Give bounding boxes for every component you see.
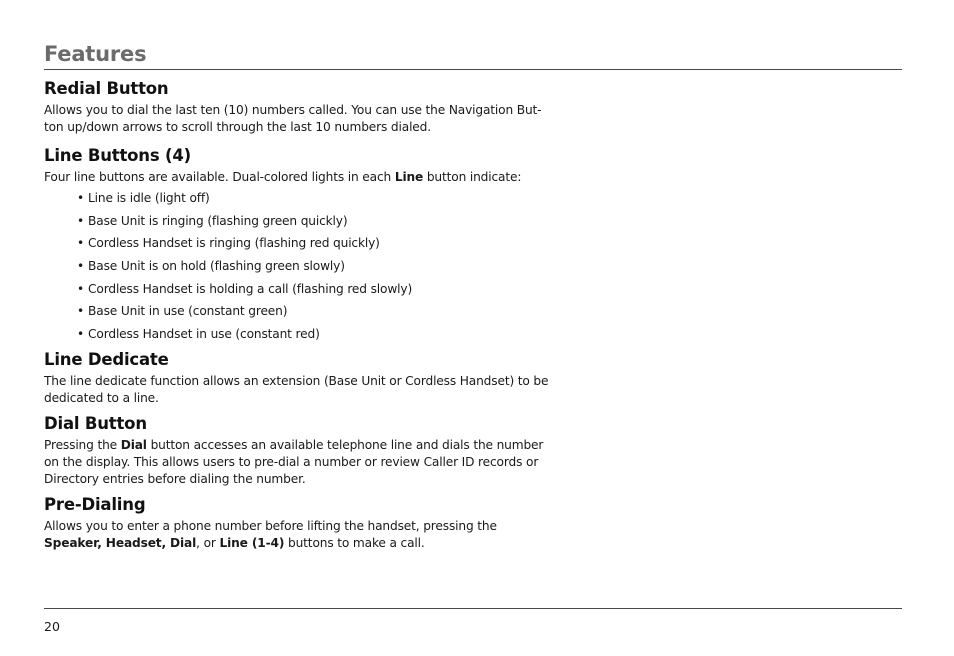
dial-heading: Dial Button [44,413,147,433]
pre-dialing-keys-1: Speaker, Headset, Dial [44,535,197,550]
line-dedicate-heading: Line Dedicate [44,349,169,369]
bullet-icon: • [77,191,85,205]
line-dedicate-line-2: dedicated to a line. [44,390,159,405]
pre-dialing-or: , or [196,535,220,550]
dial-line-2: on the display. This allows users to pre-dial a number or review Caller ID records or [44,454,539,469]
redial-line-1: Allows you to dial the last ten (10) numbers called. You can use the Navigation But- [44,103,542,117]
dial-section [44,413,554,488]
line-dedicate-line-1: The line dedicate function allows an extension (Base Unit or Cordless Handset) to be [44,373,549,388]
bullet-icon: • [77,281,85,296]
dial-paragraph [44,437,554,488]
list-item [77,213,554,230]
pre-dialing-section [44,494,554,552]
line-buttons-section [44,145,554,343]
redial-line-2: ton up/down arrows to scroll through the last 10 numbers dialed. [44,120,431,134]
pre-dialing-paragraph [44,518,554,552]
line-buttons-intro-text: Four line buttons are available. Dual-colored lights in each [44,170,395,184]
line-keyword: Line [394,170,424,184]
dial-line-1-start: Pressing the [44,437,121,452]
list-item-text: Base Unit is ringing (flashing green quickly) [88,213,348,228]
features-content [44,78,554,552]
pre-dialing-keys-2: Line (1-4) [219,535,285,550]
list-item [77,235,554,252]
list-item-text: Cordless Handset is ringing (flashing red quickly) [88,236,380,251]
pre-dialing-heading: Pre-Dialing [44,494,146,514]
line-buttons-heading: Line Buttons (4) [44,146,191,165]
redial-section [44,78,554,136]
list-item-text: Cordless Handset is holding a call (flashing red slowly) [88,281,413,296]
bullet-icon: • [77,327,85,342]
footer-divider [44,608,902,609]
page-title: Features [44,42,147,66]
line-buttons-intro [44,169,554,186]
bullet-icon: • [77,236,85,251]
bullet-icon: • [77,304,85,319]
redial-heading: Redial Button [44,79,169,98]
dial-keyword: Dial [120,437,147,452]
list-item-text: Base Unit is on hold (flashing green slowly) [88,259,345,274]
page-number: 20 [44,619,60,634]
dial-line-1-end: button accesses an available telephone line and dials the number [146,437,544,452]
line-dedicate-section [44,349,554,407]
list-item [77,303,554,320]
list-item-text: Base Unit in use (constant green) [88,304,288,319]
list-item [77,190,554,207]
line-dedicate-paragraph [44,373,554,407]
redial-paragraph [44,102,554,136]
line-status-list [44,190,554,343]
list-item [77,326,554,343]
bullet-icon: • [77,259,85,274]
bullet-icon: • [77,213,85,228]
pre-dialing-line-2-end: buttons to make a call. [284,535,425,550]
dial-line-3: Directory entries before dialing the number. [44,471,306,486]
pre-dialing-line-1: Allows you to enter a phone number before lifting the handset, pressing the [44,518,497,533]
list-item-text: Cordless Handset in use (constant red) [88,327,320,342]
line-buttons-intro-tail: button indicate: [423,170,522,184]
list-item-text: Line is idle (light off) [88,191,210,205]
header-divider [44,69,902,70]
list-item [77,258,554,275]
list-item [77,281,554,298]
